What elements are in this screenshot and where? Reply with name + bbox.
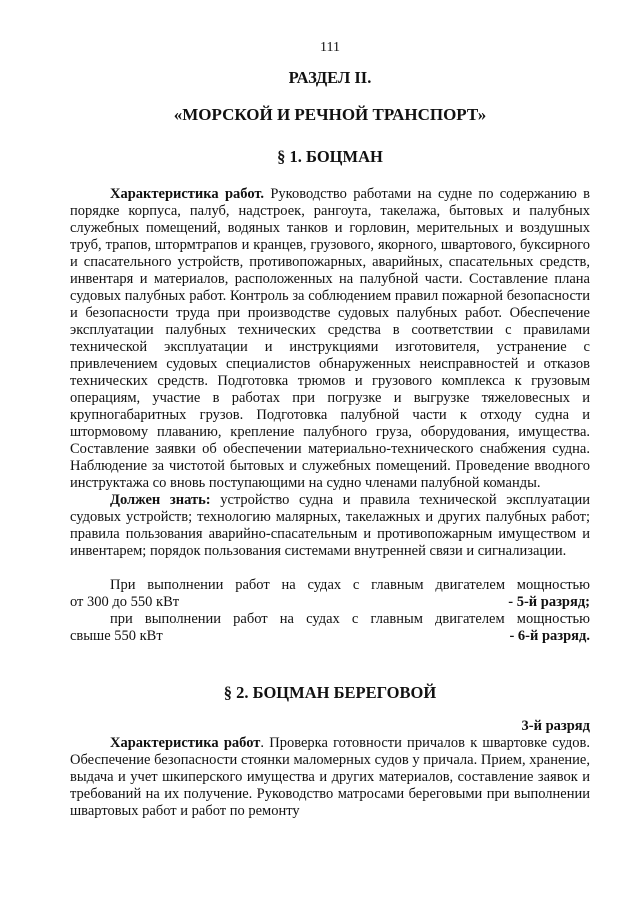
grade-condition-1 bbox=[70, 577, 590, 611]
cond2-line1: при выполнении работ на судах с главным двигателем мощностью bbox=[110, 611, 590, 627]
cond1-row bbox=[70, 594, 590, 611]
s2-grade: 3-й разряд bbox=[521, 718, 590, 734]
cond2-row bbox=[70, 628, 590, 645]
cond2-line2: свыше 550 кВт bbox=[70, 628, 163, 644]
s2-char-text: . Проверка готовности причалов к швартовке судов. Обеспечение безопасности стоянки маломерных судов у причала. Прием, хранение, выдача и учет шкиперского имущества и других материалов, составление заявок и требований на их получение. Руководство матросами береговыми при выполнении швартовых работ и работ по ремонту bbox=[70, 735, 590, 819]
section-name: «МОРСКОЙ И РЕЧНОЙ ТРАНСПОРТ» bbox=[173, 105, 487, 124]
cond1-grade: - 5-й разряд; bbox=[508, 594, 590, 610]
s1-know-label: Должен знать: bbox=[110, 492, 211, 508]
s2-characteristics bbox=[70, 735, 590, 820]
page-number: 111 bbox=[320, 40, 340, 55]
s1-knowledge bbox=[70, 492, 590, 560]
s2-char-label: Характеристика работ bbox=[110, 735, 261, 751]
grade-condition-2 bbox=[70, 611, 590, 645]
paragraph-1-title: § 1. БОЦМАН bbox=[277, 147, 383, 166]
s1-know-text: устройство судна и правила технической эксплуатации судовых устройств; технологию малярных, такелажных и других палубных работ; правила пользования аварийно-спасательным и противопожарным имуществом и инвентарем; порядок пользования системами внутренней связи и сигнализации. bbox=[70, 492, 590, 559]
section-title: РАЗДЕЛ II. bbox=[288, 68, 372, 87]
cond1-line2: от 300 до 550 кВт bbox=[70, 594, 180, 610]
document-page bbox=[70, 40, 590, 820]
s1-characteristics bbox=[70, 186, 590, 492]
paragraph-2-title: § 2. БОЦМАН БЕРЕГОВОЙ bbox=[223, 683, 437, 702]
s1-char-text: Руководство работами на судне по содержанию в порядке корпуса, палуб, надстроек, рангоута, такелажа, бытовых и палубных служебных помещений, водяных танков и горловин, мерительных и воздушных труб, трапов, штормтрапов и кранцев, грузового, якорного, швартового, буксирного и спасательного устройств, противопожарных, аварийных, спасательных средств, инвентаря и материалов, расположенных на палубной части. Составление плана судовых палубных работ. Контроль за соблюдением правил пожарной безопасности и безопасности труда при производстве судовых палубных работ. Обеспечение эксплуатации палубных технических средства в соответствии с правилами технической эксплуатации и инструкциями изготовителя, устранение с привлечением судовых специалистов обнаруженных неисправностей и отказов технических средств. Подготовка трюмов и грузового комплекса к грузовым операциям, участие в работах при погрузке и выгрузке тяжеловесных и крупногабаритных грузов. Подготовка палубной части к отходу судна и штормовому плаванию, крепление палубного груза, оборудования, имущества. Составление заявки об обеспечении материально-технического снабжения судна. Наблюдение за чистотой бытовых и служебных помещений. Проведение вводного инструктажа со вновь поступающими на судно членами палубной команды. bbox=[70, 186, 590, 491]
cond1-line1: При выполнении работ на судах с главным двигателем мощностью bbox=[110, 577, 590, 593]
s1-char-label: Характеристика работ. bbox=[110, 186, 265, 202]
cond2-grade: - 6-й разряд. bbox=[509, 628, 590, 644]
